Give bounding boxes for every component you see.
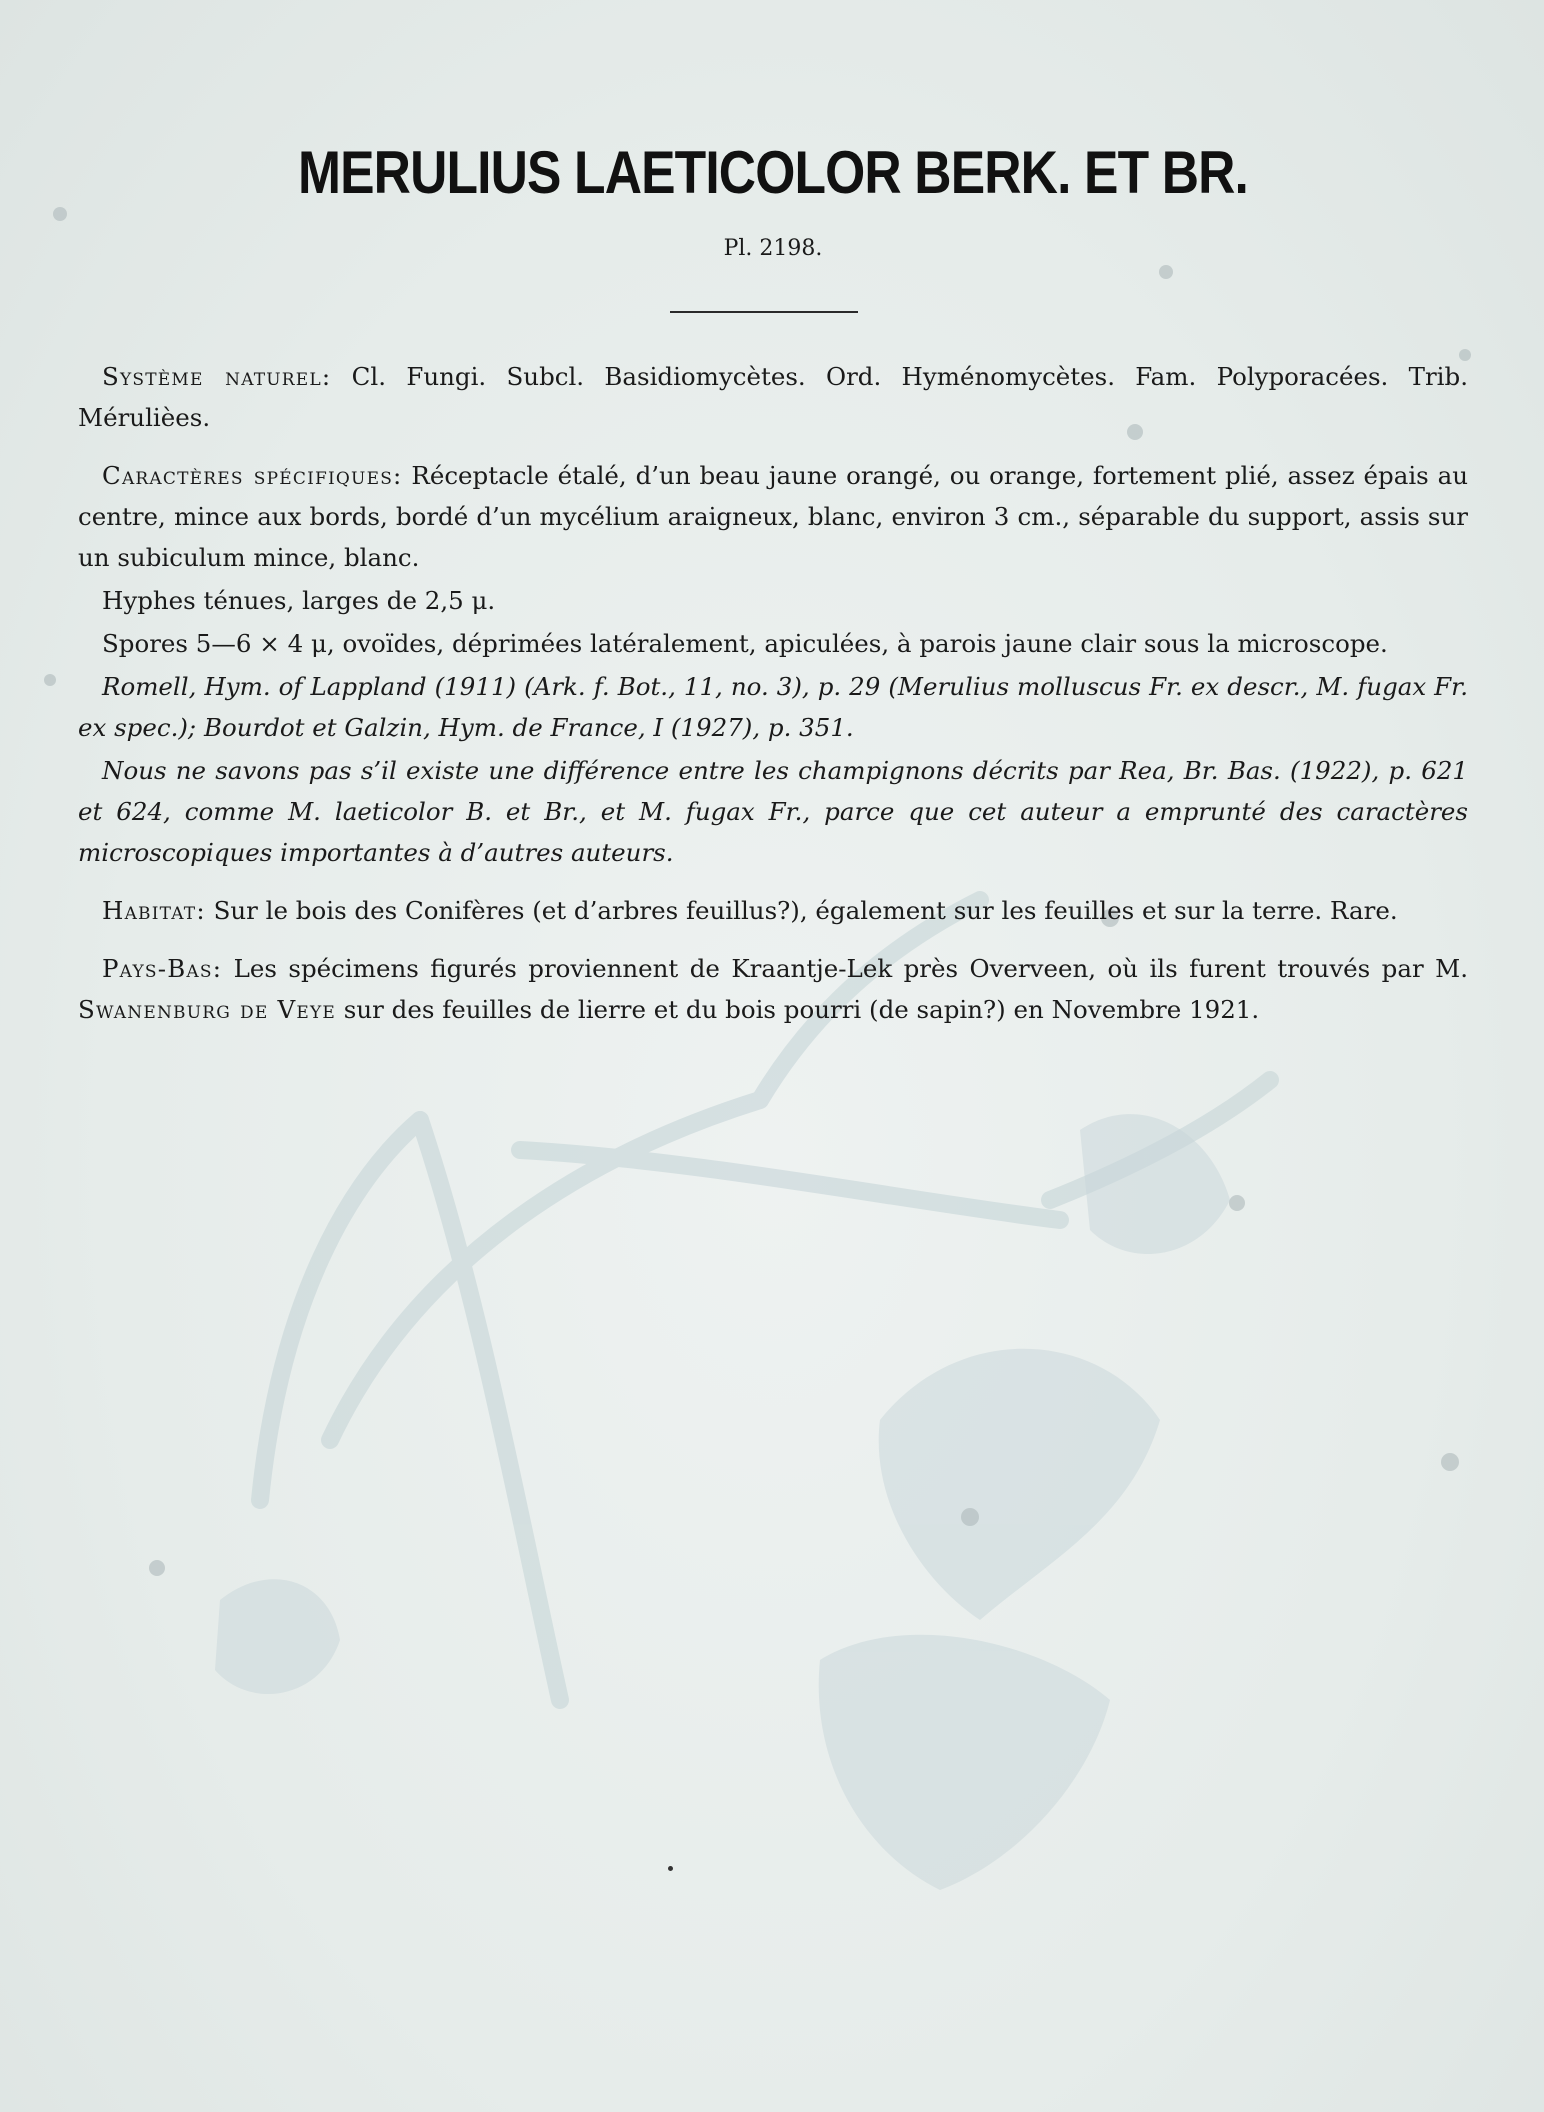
habitat-text: Sur le bois des Conifères (et d’arbres feuillus?), également sur les feuilles et sur la terre. Rare. — [213, 896, 1398, 925]
paysbas-paragraph — [78, 948, 1468, 1030]
reference-paragraph: Romell, Hym. of Lappland (1911) (Ark. f. Bot., 11, no. 3), p. 29 (Merulius molluscus Fr. ex descr., M. fugax Fr. ex spec.); Bourdot et Galzin, Hym. de France, I (1927), p. 351. — [78, 672, 1468, 742]
collector-name: Swanenburg de Veye — [78, 995, 336, 1024]
systeme-label: Système naturel: — [102, 362, 332, 391]
spores-paragraph: Spores 5—6 × 4 μ, ovoïdes, déprimées latéralement, apiculées, à parois jaune clair sous la microscope. — [102, 629, 1388, 658]
note-paragraph: Nous ne savons pas s’il existe une différence entre les champignons décrits par Rea, Br. Bas. (1922), p. 621 et 624, comme M. laeticolor B. et Br., et M. fugax Fr., parce que cet auteur a emprunté des caractères microscopiques importantes à d’autres auteurs. — [78, 756, 1468, 867]
page-title: MERULIUS LAETICOLOR BERK. ET BR. — [297, 139, 1249, 206]
caracteres-paragraph — [78, 455, 1468, 578]
stray-dot — [668, 1866, 673, 1871]
paysbas-label: Pays-Bas: — [102, 954, 223, 983]
habitat-label: Habitat: — [102, 896, 206, 925]
paysbas-text-before: Les spécimens figurés proviennent de Kraantje-Lek près Overveen, où ils furent trouvés par M. — [233, 954, 1468, 983]
systeme-text: Cl. Fungi. Subcl. Basidiomycètes. Ord. Hyménomycètes. Fam. Polyporacées. Trib. Mérulièes. — [78, 362, 1468, 432]
systeme-paragraph — [78, 356, 1468, 438]
caracteres-text: Réceptacle étalé, d’un beau jaune orangé, ou orange, fortement plié, assez épais au centre, mince aux bords, bordé d’un mycélium araigneux, blanc, environ 3 cm., séparable du support, assis sur un subiculum mince, blanc. — [78, 461, 1468, 572]
title-rule — [670, 311, 858, 313]
plate-number: Pl. 2198. — [723, 236, 823, 261]
caracteres-label: Caractères spécifiques: — [102, 461, 403, 490]
description-body — [78, 356, 1468, 1047]
hyphes-paragraph: Hyphes ténues, larges de 2,5 μ. — [102, 586, 496, 615]
habitat-paragraph — [78, 890, 1468, 931]
paysbas-text-after: sur des feuilles de lierre et du bois pourri (de sapin?) en Novembre 1921. — [343, 995, 1260, 1024]
